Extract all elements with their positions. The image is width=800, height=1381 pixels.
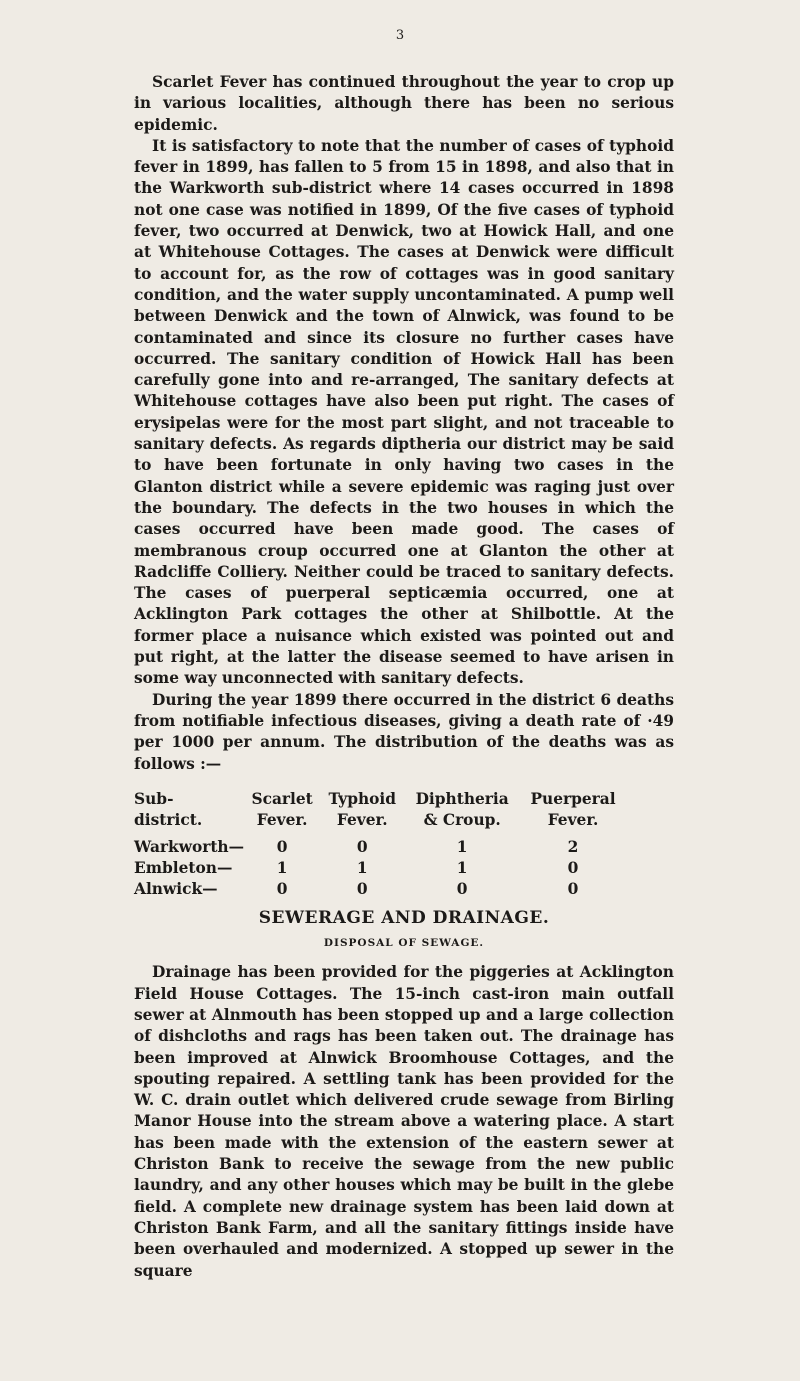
table-row xyxy=(134,858,626,879)
header-scarlet-fever xyxy=(244,789,320,831)
table-cell: Alnwick— xyxy=(134,879,218,898)
table-header-row xyxy=(134,789,626,831)
table-cell: 2 xyxy=(567,837,579,856)
document-body xyxy=(134,72,674,1282)
header-scarlet-line2: Fever. xyxy=(256,810,308,829)
paragraph-death-distribution: During the year 1899 there occurred in the district 6 deaths from notifiable infectious diseases, giving a death rate of ·49 per 1000 per annum. The distribution of the deaths was as follows :— xyxy=(134,690,674,773)
paragraph-drainage: Drainage has been provided for the piggeries at Acklington Field House Cottages. The 15-inch cast-iron main outfall sewer at Alnmouth has been stopped up and a large collection of dishcloths and rags has been taken out. The drainage has been improved at Alnwick Broomhouse Cottages, and the spouting repaired. A settling tank has been provided for the W. C. drain outlet which delivered crude sewage from Birling Manor House into the stream above a watering place. A start has been made with the extension of the eastern sewer at Christon Bank to receive the sewage from the new public laundry, and any other houses which may be built in the glebe field. A complete new drainage system has been laid down at Christon Bank Farm, and all the sanitary fittings inside have been overhauled and modernized. A stopped up sewer in the square xyxy=(134,963,674,1280)
table-cell: 0 xyxy=(276,879,288,898)
paragraph-typhoid-fever: It is satisfactory to note that the number of cases of typhoid fever in 1899, has fallen to 5 from 15 in 1898, and also that in the Warkworth sub-district where 14 cases occurred in 1898 not one case was notified in 1899, Of the five cases of typhoid fever, two occurred at Denwick, two at Howick Hall, and one at Whitehouse Cottages. The cases at Denwick were difficult to account for, as the row of cottages was in good sanitary condition, and the water supply uncontaminated. A pump well between Denwick and the town of Alnwick, was found to be contaminated and since its closure no further cases have occurred. The sanitary condition of Howick Hall has been carefully gone into and re-arranged, The sanitary defects at Whitehouse cottages have also been put right. The cases of erysipelas were for the most part slight, and not traceable to sanitary defects. As regards diptheria our district may be said to have been fortunate in only having two cases in the Glanton district while a severe epidemic was raging just over the boundary. The defects in the two houses in which the cases occurred have been made good. The cases of membranous croup occurred one at Glanton the other at Radcliffe Colliery. Neither could be traced to sanitary defects. The cases of puerperal septicæmia occurred, one at Acklington Park cottages the other at Shilbottle. At the former place a nuisance which existed was pointed out and put right, at the latter the disease seemed to have arisen in some way unconnected with sanitary defects. xyxy=(134,136,674,688)
header-subdistrict-line1: Sub- xyxy=(134,789,174,808)
table-cell: 1 xyxy=(276,858,288,877)
header-puerperal-line2: Fever. xyxy=(547,810,599,829)
table-cell: 0 xyxy=(456,879,468,898)
table-cell: Warkworth— xyxy=(134,837,245,856)
table-cell: 0 xyxy=(356,879,368,898)
header-diphtheria-line1: Diphtheria xyxy=(415,789,509,808)
header-scarlet-line1: Scarlet xyxy=(251,789,313,808)
table-cell: 0 xyxy=(567,879,579,898)
section-heading: SEWERAGE AND DRAINAGE. xyxy=(258,907,550,928)
table-cell: 1 xyxy=(356,858,368,877)
deaths-table xyxy=(134,789,626,900)
header-diphtheria-croup xyxy=(404,789,520,831)
paragraph-scarlet-fever: Scarlet Fever has continued throughout the year to crop up in various localities, although there has been no serious epidemic. xyxy=(134,73,674,134)
header-typhoid-line2: Fever. xyxy=(336,810,388,829)
page-number: 3 xyxy=(395,28,405,43)
header-diphtheria-line2: & Croup. xyxy=(423,810,501,829)
table-row xyxy=(134,837,626,858)
table-cell: 1 xyxy=(456,837,468,856)
table-cell: 0 xyxy=(356,837,368,856)
table-cell: 1 xyxy=(456,858,468,877)
header-typhoid-line1: Typhoid xyxy=(328,789,397,808)
header-puerperal-fever xyxy=(520,789,626,831)
table-cell: Embleton— xyxy=(134,858,233,877)
header-typhoid-fever xyxy=(320,789,404,831)
table-cell: 0 xyxy=(567,858,579,877)
table-cell: 0 xyxy=(276,837,288,856)
header-subdistrict-line2: district. xyxy=(134,810,203,829)
header-puerperal-line1: Puerperal xyxy=(530,789,616,808)
sub-heading: DISPOSAL OF SEWAGE. xyxy=(323,937,485,950)
header-subdistrict xyxy=(134,789,244,831)
table-row xyxy=(134,879,626,900)
